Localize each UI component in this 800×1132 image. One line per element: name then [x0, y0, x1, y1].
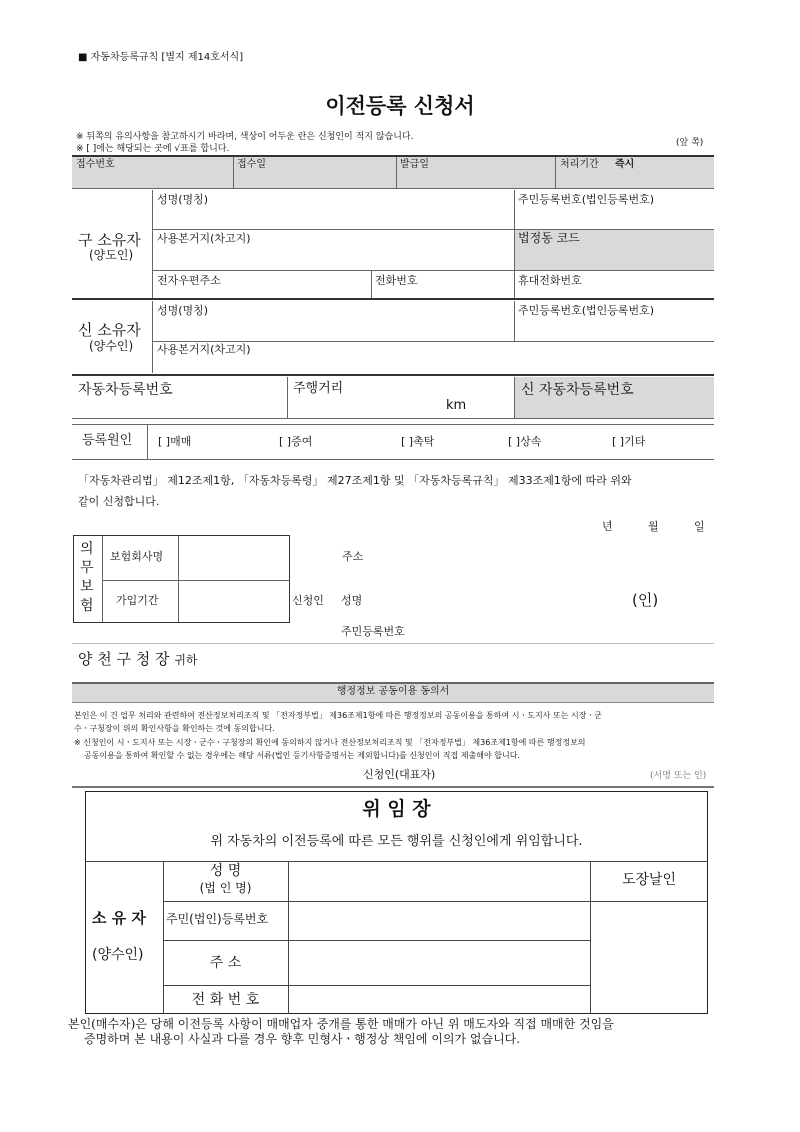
date-day-label: 일: [694, 520, 705, 533]
new-vehicle-regno: 신 자동차등록번호: [521, 382, 634, 398]
receipt-number-label: 접수번호: [76, 159, 115, 170]
cause-gift-checkbox[interactable]: [ ]증여: [279, 435, 313, 448]
old-owner-email-field[interactable]: 전자우편주소: [157, 274, 221, 287]
date-month-label: 월: [648, 520, 659, 533]
legal-basis-statement-cont: 같이 신청합니다.: [78, 495, 160, 508]
old-owner-address-field[interactable]: 사용본거지(차고지): [157, 232, 251, 245]
applicant-address-label: 주소: [342, 550, 364, 563]
form-reference: ■ 자동차등록규칙 [별지 제14호서식]: [78, 52, 244, 63]
new-owner-address-field[interactable]: 사용본거지(차고지): [157, 343, 251, 356]
mandatory-insurance-label: 의 무 보 험: [80, 541, 94, 614]
consent-notice: ※ 신청인이 시ㆍ도지사 또는 시장ㆍ군수ㆍ구청장의 확인에 동의하지 않거나 전산정보처리조직 및 「전자정부법」 제36조제1항에 따른 행정정보의: [74, 738, 586, 747]
note-shaded-fields: ※ 뒤쪽의 유의사항을 참고하시기 바라며, 색상이 어두운 란은 신청인이 적지 않습니다.: [76, 132, 414, 142]
delegation-name-field[interactable]: [289, 862, 589, 900]
delegation-owner-sub: (양수인): [92, 947, 144, 963]
note-checkbox: ※ [ ]에는 해당되는 곳에 √표를 합니다.: [76, 144, 230, 154]
seal-placeholder: (인): [632, 591, 659, 609]
delegation-statement: 위 자동차의 이전등록에 따른 모든 행위를 신청인에게 위임합니다.: [210, 834, 583, 849]
old-owner-label: 구 소유자: [78, 231, 141, 249]
vehicle-regno-field[interactable]: 자동차등록번호: [78, 382, 173, 398]
legal-basis-statement: 「자동차관리법」 제12조제1항, 「자동차등록령」 제27조제1항 및 「자동차등록규칙」 제33조제1항에 따라 위와: [78, 474, 632, 487]
applicant-name-label: 성명: [341, 594, 363, 607]
consent-title: 행정정보 공동이용 동의서: [336, 686, 450, 697]
recipient-office: 양 천 구 청 장 귀하: [78, 650, 198, 668]
delegation-name-sub: (법 인 명): [199, 881, 252, 895]
mileage-unit: km: [446, 398, 467, 413]
old-owner-sub-label: (양도인): [89, 248, 134, 262]
delegation-regno-field[interactable]: [289, 902, 589, 939]
cause-inheritance-checkbox[interactable]: [ ]상속: [508, 435, 542, 448]
cause-other-checkbox[interactable]: [ ]기타: [612, 435, 646, 448]
insurance-period-label: 가입기간: [116, 594, 159, 607]
applicant-regno-label: 주민등록번호: [341, 625, 405, 638]
consent-sign-hint: (서명 또는 인): [650, 771, 707, 781]
old-owner-dong-code: 법정동 코드: [518, 231, 580, 245]
date-year-label: 년: [602, 520, 613, 533]
page-title: 이전등록 신청서: [325, 94, 475, 118]
new-owner-regno-field[interactable]: 주민등록번호(법인등록번호): [518, 304, 655, 317]
old-owner-regno-field[interactable]: 주민등록번호(법인등록번호): [518, 193, 655, 206]
page-side-label: (앞 쪽): [676, 138, 704, 148]
processing-period-label: 처리기간: [560, 159, 599, 170]
consent-text-cont: 수ㆍ구청장이 위의 확인사항을 확인하는 것에 동의합니다.: [74, 724, 275, 733]
delegation-phone-field[interactable]: [289, 986, 589, 1013]
delegation-address-label: 주 소: [209, 955, 242, 971]
registration-cause-label: 등록원인: [82, 433, 133, 448]
delegation-seal-label: 도장날인: [621, 872, 677, 888]
insurance-company-label: 보험회사명: [110, 550, 164, 563]
new-owner-sub-label: (양수인): [89, 339, 134, 353]
mileage-field[interactable]: 주행거리: [293, 381, 344, 396]
new-owner-name-field[interactable]: 성명(명칭): [157, 304, 209, 317]
consent-signer-label: 신청인(대표자): [363, 768, 436, 781]
cause-sale-checkbox[interactable]: [ ]매매: [158, 435, 192, 448]
issue-date-label: 발급일: [400, 159, 429, 170]
buyer-declaration: 본인(매수자)은 당해 이전등록 사항이 매매업자 중개를 통한 매매가 아닌 위 매도자와 직접 매매한 것임을: [68, 1017, 614, 1031]
old-owner-phone-field[interactable]: 전화번호: [375, 274, 418, 287]
processing-period-value: 즉시: [615, 159, 635, 170]
receipt-date-label: 접수일: [237, 159, 266, 170]
old-owner-name-field[interactable]: 성명(명칭): [157, 193, 209, 206]
delegation-address-field[interactable]: [289, 941, 589, 984]
delegation-phone-label: 전 화 번 호: [191, 992, 260, 1008]
new-owner-label: 신 소유자: [78, 321, 141, 339]
applicant-label: 신청인: [292, 594, 324, 607]
delegation-name-label: 성 명: [209, 863, 242, 879]
mandatory-insurance-box: [73, 535, 290, 623]
old-owner-mobile-field[interactable]: 휴대전화번호: [518, 274, 582, 287]
consent-notice-cont: 공동이용을 통하여 확인할 수 없는 경우에는 해당 서류(법인 등기사항증명서는 제외합니다)를 신청인이 직접 제출해야 합니다.: [84, 751, 520, 760]
delegation-title: 위 임 장: [362, 798, 431, 820]
consent-text: 본인은 이 건 업무 처리와 관련하여 전산정보처리조직 및 「전자정부법」 제36조제1항에 따른 행정정보의 공동이용을 통하여 시ㆍ도지사 또는 시장ㆍ군: [74, 711, 602, 720]
buyer-declaration-cont: 증명하며 본 내용이 사실과 다를 경우 향후 민형사ㆍ행정상 책임에 이의가 없습니다.: [84, 1032, 521, 1046]
cause-commission-checkbox[interactable]: [ ]촉탁: [401, 435, 435, 448]
delegation-owner-label: 소 유 자: [92, 909, 146, 927]
delegation-regno-label: 주민(법인)등록번호: [166, 912, 269, 926]
